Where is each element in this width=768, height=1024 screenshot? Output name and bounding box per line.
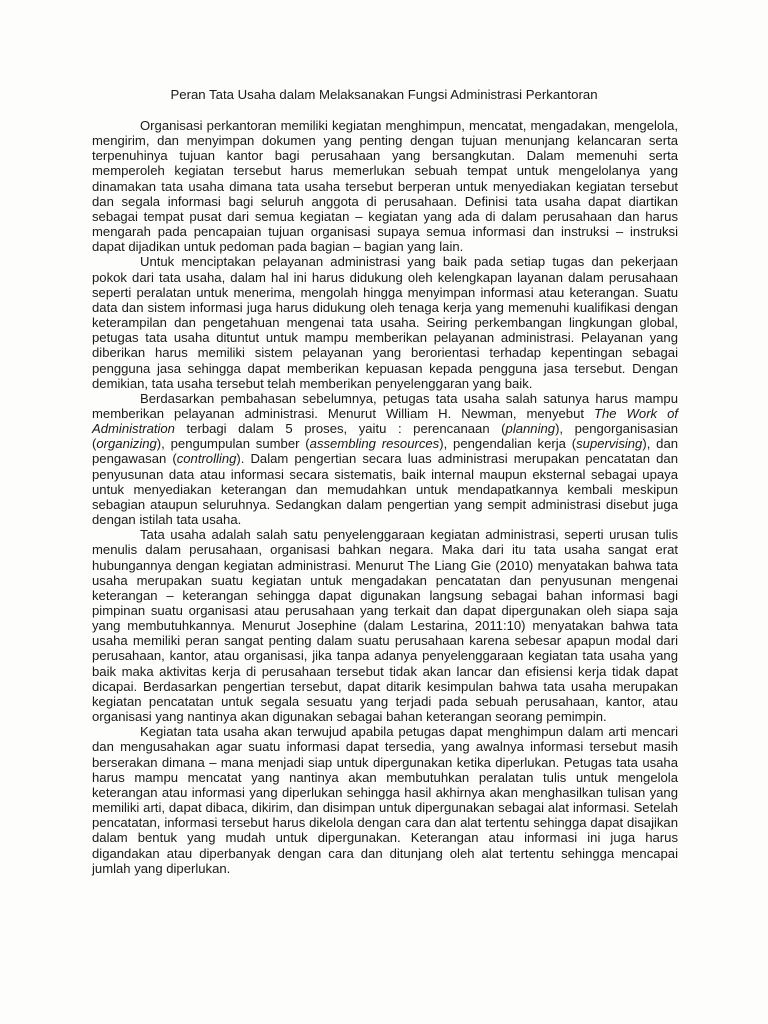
text-run: ), pengendalian kerja (	[439, 436, 577, 452]
italic-run: The Work of Administration	[92, 405, 679, 437]
paragraph	[92, 724, 678, 876]
text-run: Tata usaha adalah salah satu penyelenggaraan kegiatan administrasi, seperti urusan tulis menulis dalam perusahaan, organisasi bahkan negara. Maka dari itu tata usaha sangat erat hubungannya dengan kegiatan administrasi. Menurut The Liang Gie (2010) menyatakan bahwa tata usaha merupakan suatu kegiatan untuk mengadakan pencatatan dan penyusunan mengenai keterangan – keterangan sehingga dapat digunakan langsung sebagai bahan informasi bagi pimpinan suatu organisasi atau perusahaan yang terkait dan dapat dipergunakan oleh siapa saja yang membutuhkannya. Menurut Josephine (dalam Lestarina, 2011:10) menyatakan bahwa tata usaha memiliki peran sangat penting dalam suatu perusahaan karena sebesar apapun modal dari perusahaan, kantor, atau organisasi, jika tanpa adanya penyelenggaraan kegiatan tata usaha yang baik maka aktivitas kerja di perusahaan tersebut tidak akan lancar dan efisiensi kerja tidak dapat dicapai. Berdasarkan pengertian tersebut, dapat ditarik kesimpulan bahwa tata usaha merupakan kegiatan pencatatan untuk segala sesuatu yang terjadi pada sebuah perusahaan, kantor, atau organisasi yang nantinya akan digunakan sebagai bahan keterangan seorang pemimpin.	[92, 527, 678, 725]
text-run: ). Dalam pengertian secara luas administrasi merupakan pencatatan dan penyusunan data atau informasi secara sistematis, baik internal maupun eksternal sebagai upaya untuk menyediakan keterangan dan memudahkan untuk mendapatkannya kembali meskipun sebagian ataupun seluruhnya. Sedangkan dalam pengertian yang sempit administrasi disebut juga dengan istilah tata usaha.	[92, 451, 678, 528]
text-run: Berdasarkan pembahasan sebelumnya, petugas tata usaha salah satunya harus mampu memberikan pelayanan administrasi. Menurut William H. Newman, menyebut	[92, 390, 678, 421]
italic-run: assembling resources	[309, 436, 440, 452]
text-run: ), dan pengawasan (	[92, 436, 679, 467]
text-run: ), pengorganisasian (	[92, 421, 679, 452]
italic-run: supervising	[576, 436, 643, 452]
document-title: Peran Tata Usaha dalam Melaksanakan Fungsi Administrasi Perkantoran	[170, 87, 598, 102]
text-run: Untuk menciptakan pelayanan administrasi yang baik pada setiap tugas dan pekerjaan pokok dari tata usaha, dalam hal ini harus didukung oleh kelengkapan layanan dalam perusahaan seperti peralatan untuk menerima, mengolah hingga menyimpan informasi atau keterangan. Suatu data dan sistem informasi juga harus didukung oleh tenaga kerja yang memenuhi kualifikasi dengan keterampilan dan pengetahuan mengenai tata usaha. Seiring perkembangan lingkungan global, petugas tata usaha dituntut untuk mampu memberikan pelayanan administrasi. Pelayanan yang diberikan harus memiliki sistem pelayanan yang berorientasi terhadap kepentingan sebagai pengguna jasa sehingga dapat memberikan kepuasan kepada pengguna jasa tersebut. Dengan demikian, tata usaha tersebut telah memberikan penyelenggaran yang baik.	[92, 254, 678, 391]
italic-run: organizing	[96, 436, 157, 452]
text-run: ), pengumpulan sumber (	[156, 436, 310, 452]
text-run: Organisasi perkantoran memiliki kegiatan menghimpun, mencatat, mengadakan, mengelola, mengirim, dan menyimpan dokumen yang penting dengan tujuan menunjang kelancaran serta terpenuhinya tujuan kantor bagi perusahaan yang bersangkutan. Dalam memenuhi serta memperoleh kegiatan tersebut harus memerlukan sebuah tempat untuk mengelolanya yang dinamakan tata usaha dimana tata usaha tersebut berperan untuk menyediakan kegiatan tersebut dan segala informasi bagi seluruh anggota di perusahaan. Definisi tata usaha dapat diartikan sebagai tempat pusat dari semua kegiatan – kegiatan yang ada di dalam perusahaan dan harus mengarah pada pencapaian tujuan organisasi supaya semua informasi dan instruksi – instruksi dapat dijadikan untuk pedoman pada bagian – bagian yang lain.	[92, 118, 678, 255]
italic-run: planning	[505, 421, 556, 437]
document-body	[92, 118, 678, 876]
paragraph	[92, 527, 678, 724]
text-run: terbagi dalam 5 proses, yaitu : perencanaan (	[174, 421, 506, 437]
italic-run: controlling	[176, 451, 237, 467]
paragraph	[92, 254, 678, 390]
paragraph	[92, 391, 678, 527]
text-run: Kegiatan tata usaha akan terwujud apabila petugas dapat menghimpun dalam arti mencari dan mengusahakan agar suatu informasi dapat tersedia, yang awalnya informasi tersebut masih berserakan dimana – mana menjadi siap untuk dipergunakan ketika diperlukan. Petugas tata usaha harus mampu mencatat yang nantinya akan membutuhkan peralatan tulis untuk mengelola keterangan atau informasi yang diperlukan sehingga hasil akhirnya akan menghasilkan tulisan yang memiliki arti, dapat dibaca, dikirim, dan disimpan untuk dipergunakan sebagai alat informasi. Setelah pencatatan, informasi tersebut harus dikelola dengan cara dan alat tertentu sehingga dapat disajikan dalam bentuk yang mudah untuk dipergunakan. Keterangan atau informasi ini juga harus digandakan atau diperbanyak dengan cara dan ditunjang oleh alat tertentu sehingga mencapai jumlah yang diperlukan.	[92, 724, 678, 876]
paragraph	[92, 118, 678, 254]
